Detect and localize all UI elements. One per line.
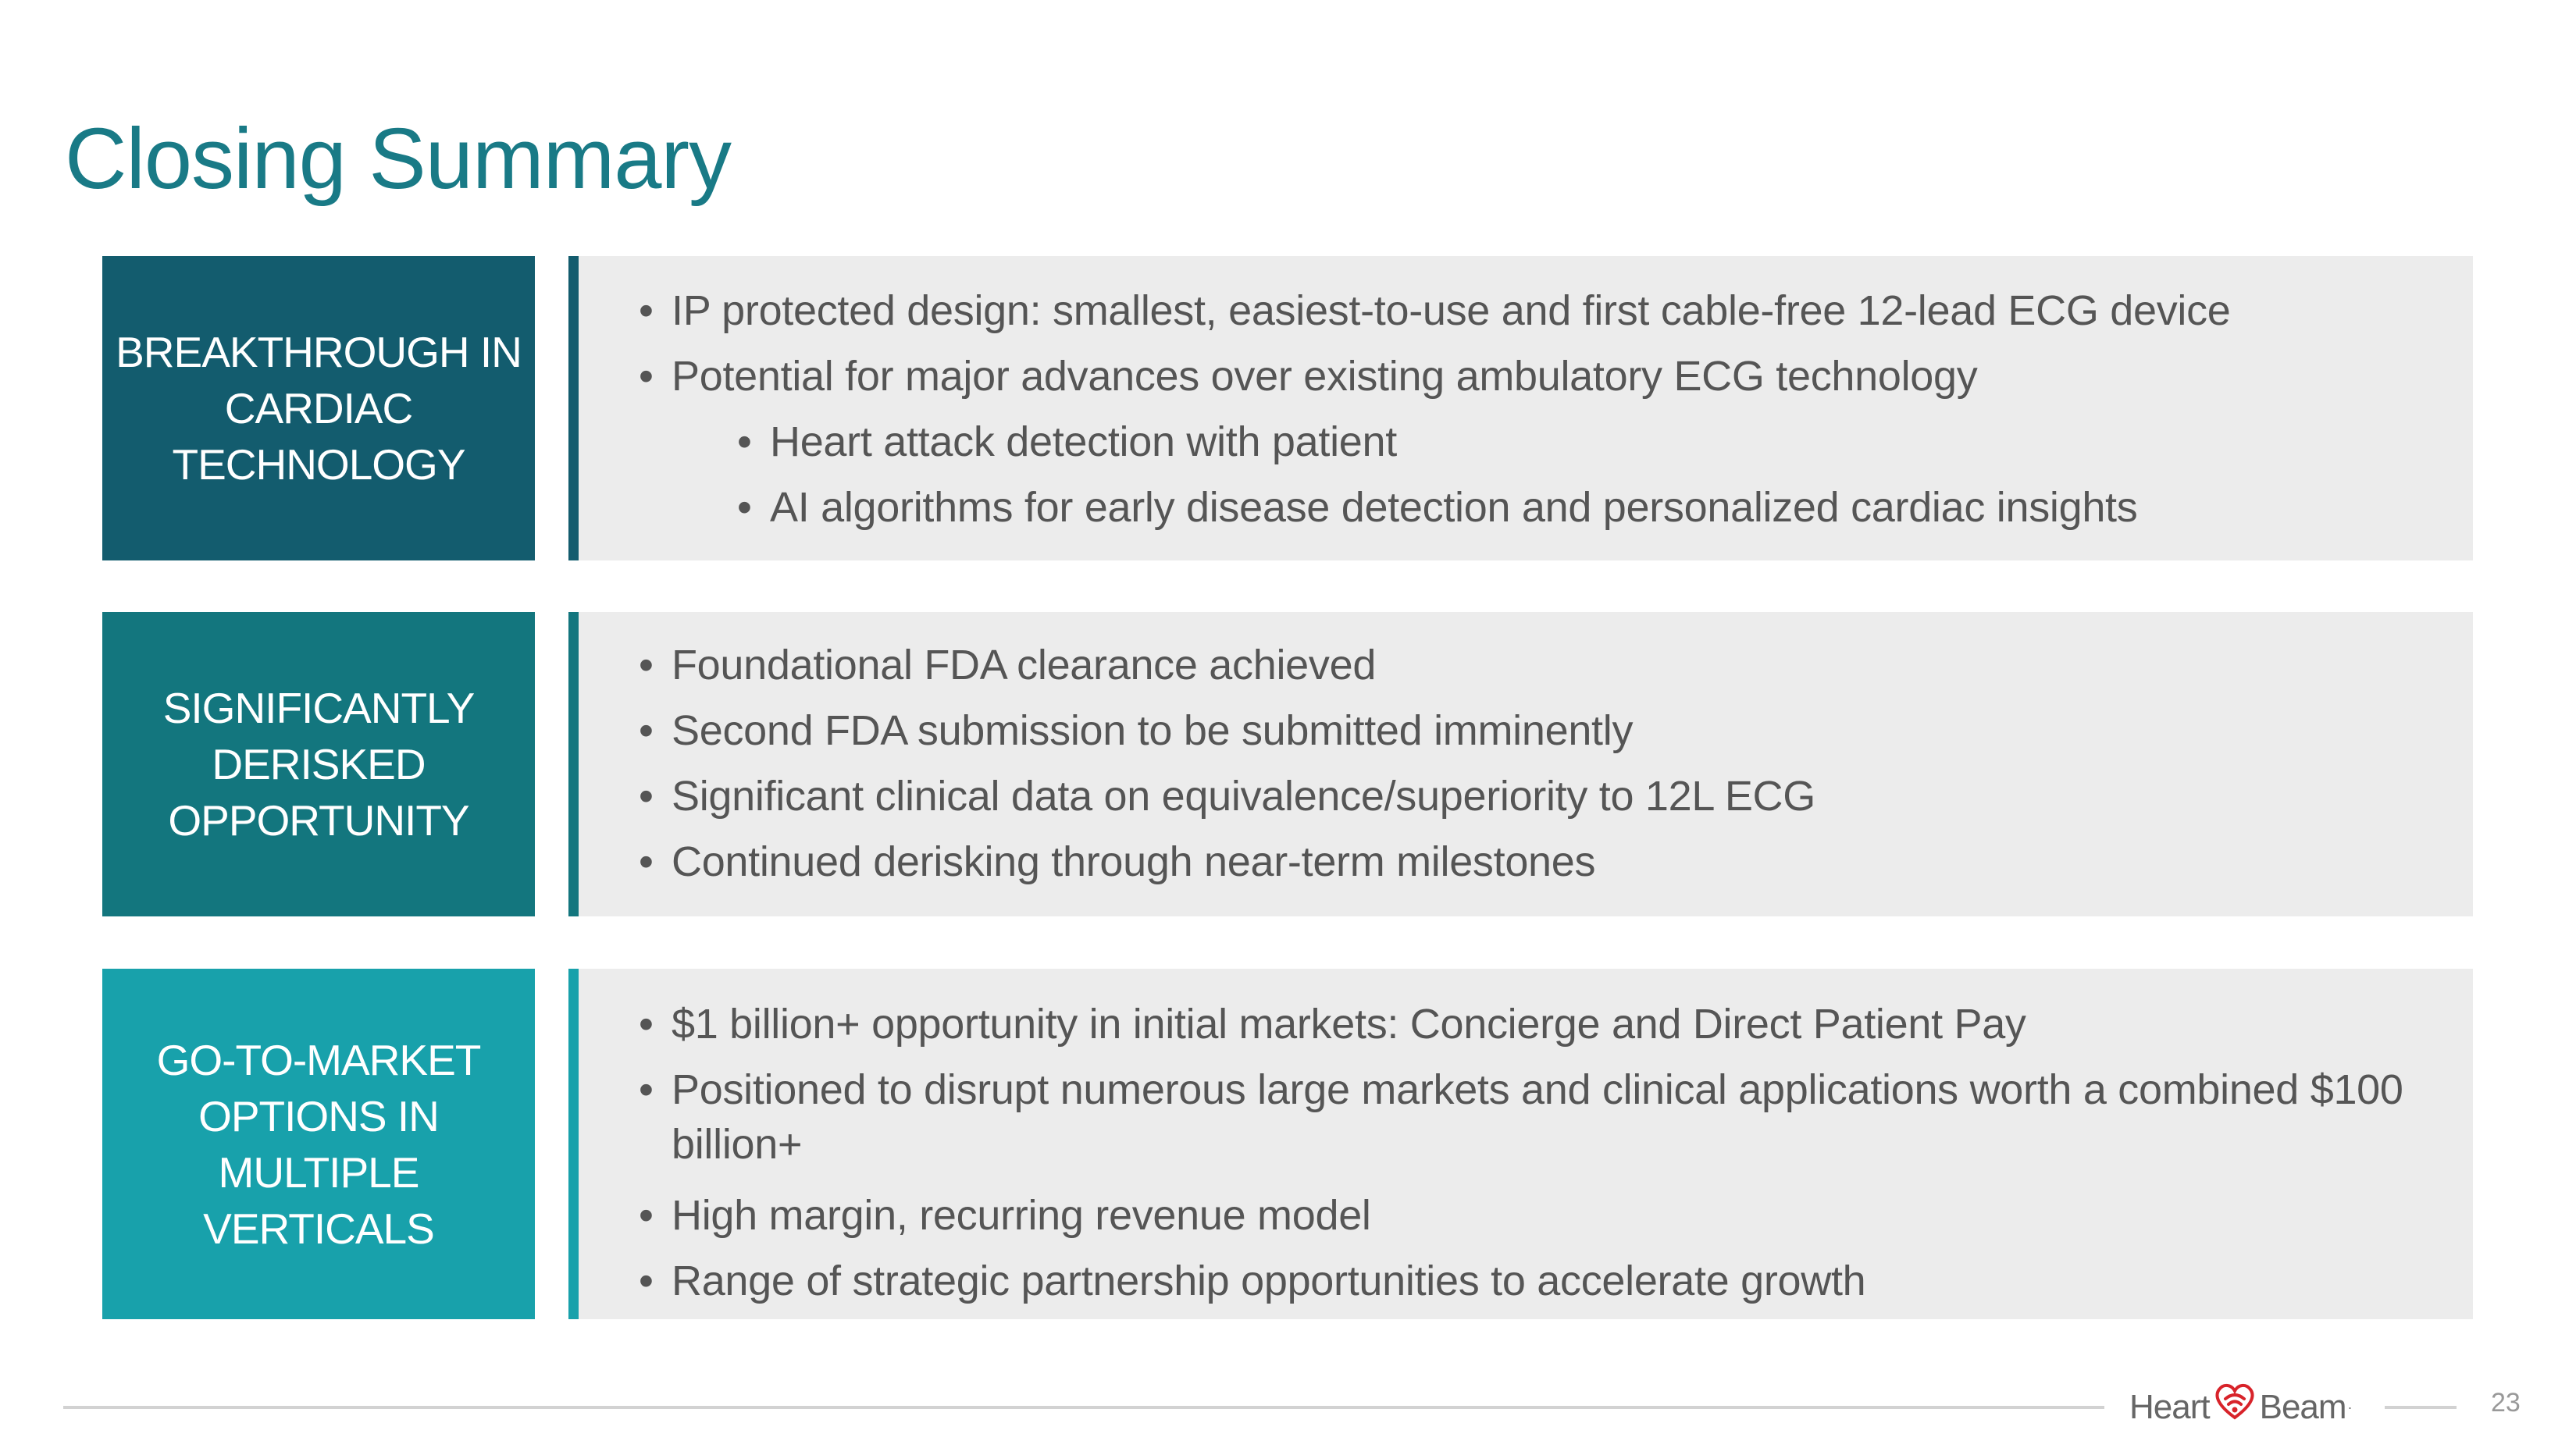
section-label-line: BREAKTHROUGH IN bbox=[116, 328, 522, 376]
section-accent-bar bbox=[568, 969, 579, 1319]
section-label-line: GO-TO-MARKET bbox=[156, 1035, 481, 1084]
logo-text-heart: Heart bbox=[2129, 1388, 2210, 1426]
section-label-line: VERTICALS bbox=[203, 1204, 434, 1253]
bullet-item: • Potential for major advances over existing ambulatory ECG technology bbox=[639, 343, 2231, 409]
page-number: 23 bbox=[2491, 1388, 2521, 1418]
section-accent-bar bbox=[568, 256, 579, 560]
section-label-line: MULTIPLE bbox=[218, 1147, 419, 1197]
logo-mark: · bbox=[2347, 1399, 2352, 1415]
heart-wifi-icon bbox=[2211, 1379, 2258, 1425]
slide-title: Closing Summary bbox=[65, 111, 732, 207]
bullet-item: • Foundational FDA clearance achieved bbox=[639, 632, 1815, 698]
section-label-line: DERISKED bbox=[212, 740, 426, 788]
section-label-line: SIGNIFICANTLY bbox=[162, 684, 475, 732]
footer-divider-right bbox=[2385, 1406, 2457, 1409]
logo-text-beam: Beam bbox=[2259, 1388, 2346, 1426]
section-label-line: OPPORTUNITY bbox=[168, 796, 469, 845]
bullet-item: • Positioned to disrupt numerous large markets and clinical applications worth a combined $100 billion+ bbox=[639, 1062, 2452, 1172]
section-label-box bbox=[102, 969, 535, 1319]
sub-bullet-item: • Heart attack detection with patient bbox=[737, 409, 2231, 475]
section-label-box bbox=[102, 612, 535, 916]
bullet-list bbox=[639, 278, 2231, 540]
section-label-line: TECHNOLOGY bbox=[172, 440, 465, 489]
section-label-line: CARDIAC bbox=[224, 384, 413, 432]
section-label-box bbox=[102, 256, 535, 560]
bullet-item: • IP protected design: smallest, easiest-to-use and first cable-free 12-lead ECG device bbox=[639, 278, 2231, 343]
sub-bullet-item: • AI algorithms for early disease detection and personalized cardiac insights bbox=[737, 475, 2231, 540]
bullet-item: • Continued derisking through near-term milestones bbox=[639, 829, 1815, 895]
footer-divider-left bbox=[63, 1406, 2104, 1409]
bullet-list bbox=[639, 991, 2452, 1314]
bullet-item: • Range of strategic partnership opportunities to accelerate growth bbox=[639, 1248, 2452, 1314]
bullet-item: • High margin, recurring revenue model bbox=[639, 1183, 2452, 1248]
bullet-item: • $1 billion+ opportunity in initial markets: Concierge and Direct Patient Pay bbox=[639, 991, 2452, 1057]
section-accent-bar bbox=[568, 612, 579, 916]
bullet-item: • Second FDA submission to be submitted imminently bbox=[639, 698, 1815, 763]
bullet-list bbox=[639, 632, 1815, 895]
heartbeam-logo bbox=[2129, 1380, 2352, 1435]
bullet-item: • Significant clinical data on equivalence/superiority to 12L ECG bbox=[639, 763, 1815, 829]
section-label-line: OPTIONS IN bbox=[198, 1091, 439, 1140]
